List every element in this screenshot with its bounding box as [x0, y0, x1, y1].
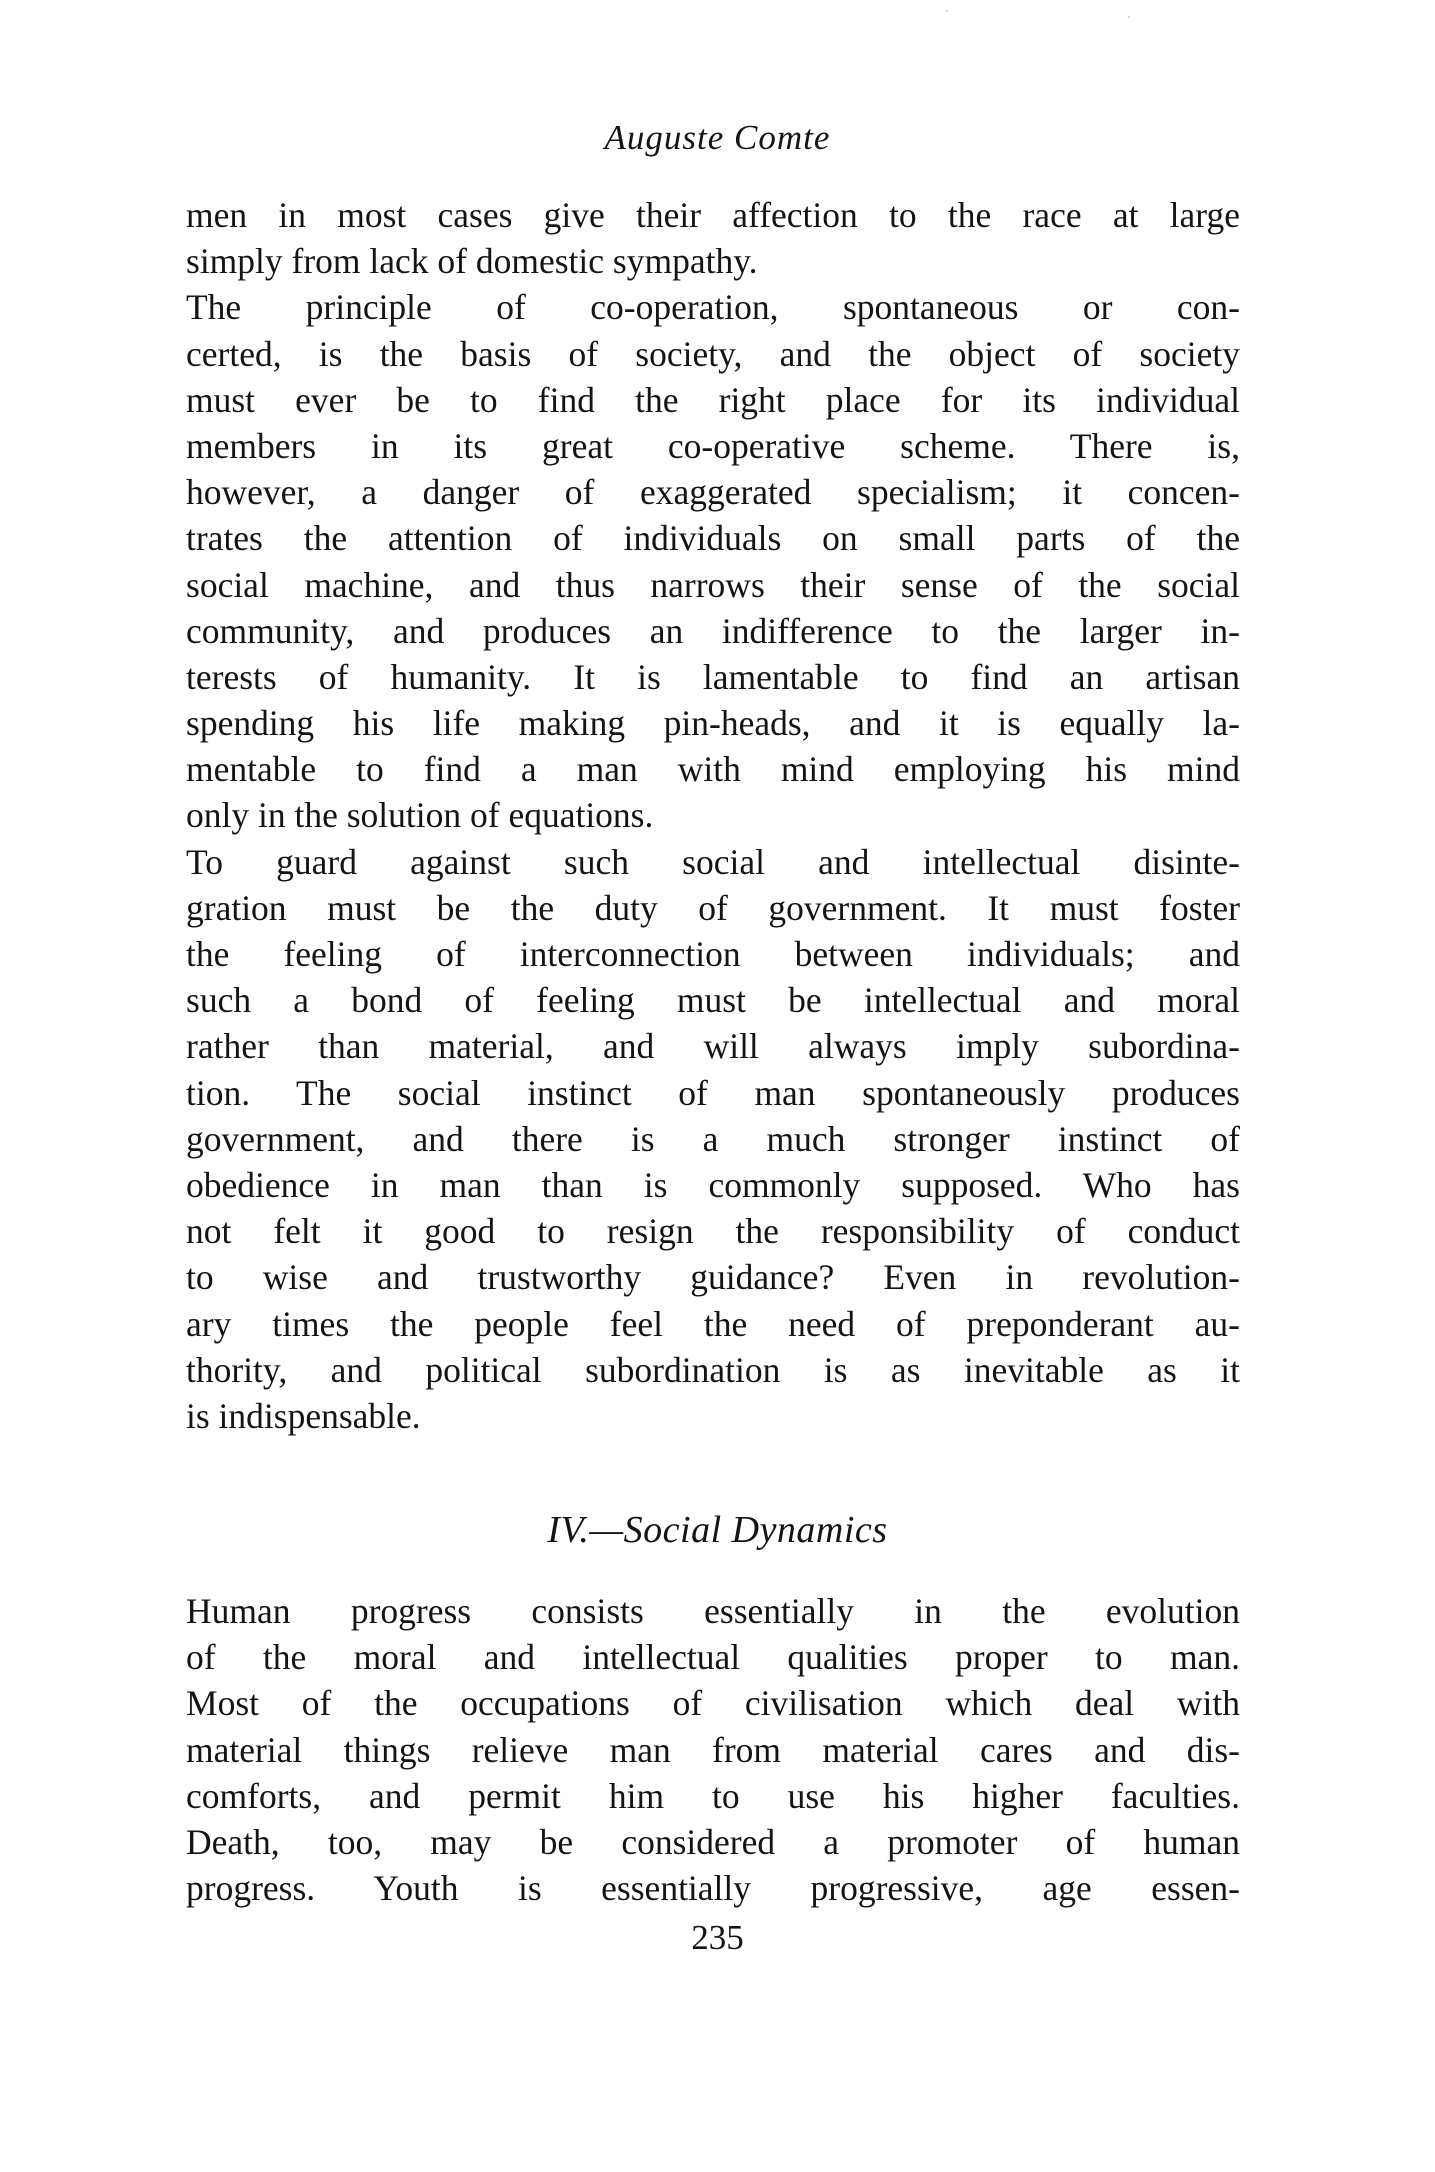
text-line: simply from lack of domestic sympathy.: [186, 241, 758, 282]
paper-speck: [946, 10, 948, 12]
text-line: certed, is the basis of society, and the object of society: [186, 333, 1240, 374]
text-line: gration must be the duty of government. It must foster: [186, 887, 1240, 928]
text-line: must ever be to find the right place for its individual: [186, 379, 1240, 420]
text-line: progress. Youth is essentially progressive, age essen-: [186, 1868, 1240, 1909]
running-head: Auguste Comte: [604, 118, 831, 157]
text-line: not felt it good to resign the responsibility of conduct: [186, 1211, 1240, 1252]
text-line: ary times the people feel the need of preponderant au-: [186, 1303, 1240, 1344]
text-line: To guard against such social and intellectual disinte-: [186, 841, 1240, 882]
text-line: tion. The social instinct of man spontaneously produces: [186, 1072, 1240, 1113]
text-line: rather than material, and will always imply subordina-: [186, 1026, 1240, 1067]
text-line: to wise and trustworthy guidance? Even in revolution-: [186, 1257, 1240, 1298]
text-line: government, and there is a much stronger instinct of: [186, 1118, 1240, 1159]
body-text-top: [186, 192, 1240, 1439]
text-line: Human progress consists essentially in the evolution: [186, 1591, 1240, 1631]
text-line: terests of humanity. It is lamentable to find an artisan: [186, 656, 1240, 697]
page-number: 235: [691, 1918, 744, 1957]
text-line: the feeling of interconnection between individuals; and: [186, 934, 1240, 974]
text-line: mentable to find a man with mind employing his mind: [186, 749, 1240, 790]
text-line: Death, too, may be considered a promoter of human: [186, 1821, 1240, 1862]
section-heading: IV.—Social Dynamics: [547, 1509, 888, 1551]
text-line: spending his life making pin-heads, and it is equally la-: [186, 703, 1240, 744]
text-line: however, a danger of exaggerated specialism; it concen-: [186, 472, 1240, 513]
text-line: men in most cases give their affection to the race at large: [186, 195, 1240, 235]
text-line: comforts, and permit him to use his higher faculties.: [186, 1775, 1240, 1816]
text-line: only in the solution of equations.: [186, 795, 654, 836]
text-line: such a bond of feeling must be intellectual and moral: [186, 980, 1240, 1021]
text-line: is indispensable.: [186, 1395, 421, 1436]
text-line: social machine, and thus narrows their sense of the social: [186, 564, 1240, 605]
text-line: members in its great co-operative scheme. There is,: [186, 425, 1240, 466]
text-line: trates the attention of individuals on small parts of the: [186, 518, 1240, 559]
text-line: thority, and political subordination is as inevitable as it: [186, 1349, 1240, 1390]
text-line: of the moral and intellectual qualities proper to man.: [186, 1637, 1240, 1678]
paper-speck: [1128, 16, 1130, 18]
text-line: obedience in man than is commonly supposed. Who has: [186, 1164, 1240, 1205]
body-text-bottom: [186, 1588, 1240, 1911]
text-line: material things relieve man from material cares and dis-: [186, 1729, 1240, 1770]
text-line: Most of the occupations of civilisation which deal with: [186, 1683, 1240, 1724]
text-line: The principle of co-operation, spontaneous or con-: [186, 287, 1240, 328]
text-line: community, and produces an indifference to the larger in-: [186, 610, 1240, 651]
